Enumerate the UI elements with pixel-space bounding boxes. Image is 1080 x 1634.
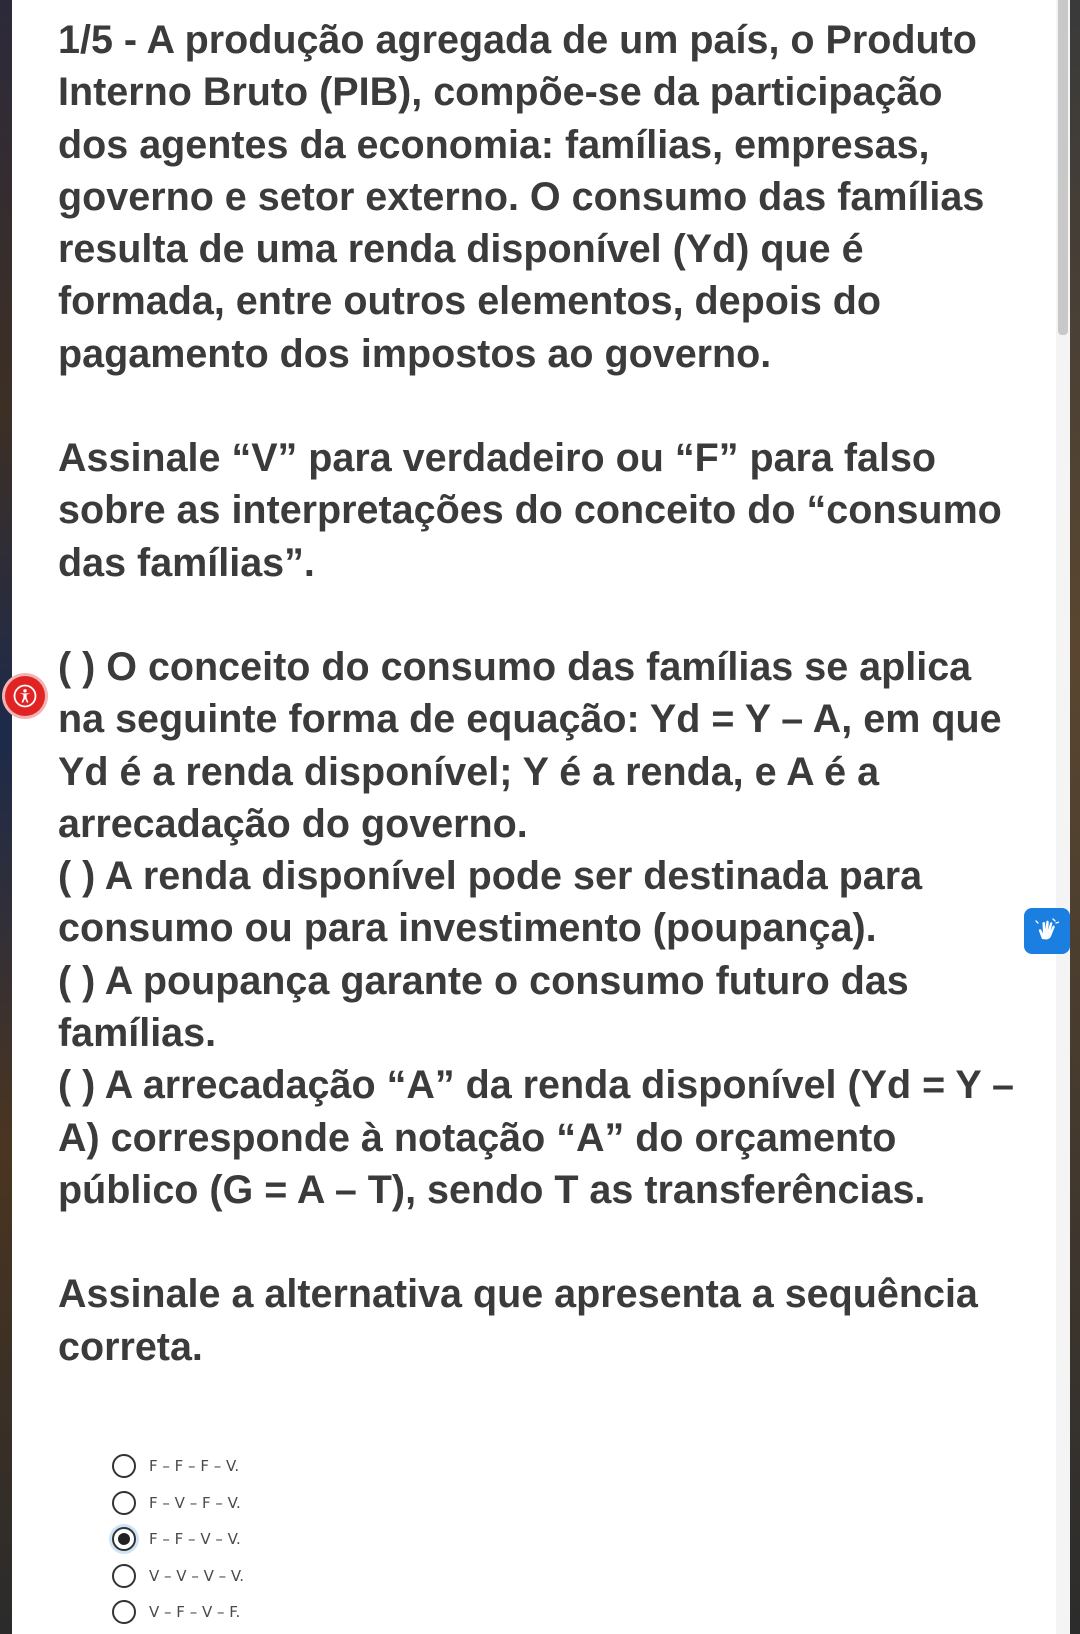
option-2[interactable] bbox=[112, 1485, 244, 1522]
question-content bbox=[58, 14, 1018, 1373]
answer-options bbox=[112, 1448, 244, 1631]
radio-button-2[interactable] bbox=[112, 1491, 136, 1515]
radio-button-5[interactable] bbox=[112, 1600, 136, 1624]
option-1[interactable] bbox=[112, 1448, 244, 1485]
accessibility-figure-icon bbox=[13, 684, 37, 708]
left-background-edge bbox=[0, 0, 12, 1634]
right-background-edge bbox=[1070, 0, 1080, 1634]
accessibility-icon[interactable] bbox=[5, 676, 45, 716]
radio-button-3-selected[interactable] bbox=[112, 1527, 136, 1551]
option-3-label[interactable]: F – F – V – V. bbox=[149, 1530, 241, 1549]
option-3[interactable] bbox=[112, 1521, 244, 1558]
hand-icon bbox=[1033, 917, 1061, 945]
statement-3: ( ) A poupança garante o consumo futuro das famílias. bbox=[58, 958, 909, 1056]
statement-1: ( ) O conceito do consumo das famílias se aplica na seguinte forma de equação: Yd = Y – A, em que Yd é a renda disponível; Y é a renda, e A é a arrecadação do governo. bbox=[58, 644, 1002, 846]
scrollbar-thumb[interactable] bbox=[1058, 0, 1068, 335]
statement-2: ( ) A renda disponível pode ser destinada para consumo ou para investimento (poupança). bbox=[58, 854, 923, 951]
question-prompt: Assinale a alternativa que apresenta a sequência correta. bbox=[58, 1272, 978, 1369]
option-1-label[interactable]: F – F – F – V. bbox=[149, 1457, 240, 1476]
statement-4: ( ) A arrecadação “A” da renda disponível (Yd = Y – A) corresponde à notação “A” do orçamento público (G = A – T), sendo T as transferências. bbox=[58, 1063, 1015, 1212]
question-intro: 1/5 - A produção agregada de um país, o Produto Interno Bruto (PIB), compõe-se da participação dos agentes da economia: famílias, empresas, governo e setor externo. O consumo das famílias resulta de uma renda disponível (Yd) que é formada, entre outros elementos, depois do pagamento dos impostos ao governo. bbox=[58, 18, 985, 376]
option-2-label[interactable]: F – V – F – V. bbox=[149, 1493, 241, 1512]
radio-button-1[interactable] bbox=[112, 1454, 136, 1478]
radio-button-4[interactable] bbox=[112, 1564, 136, 1588]
question-instruction: Assinale “V” para verdadeiro ou “F” para falso sobre as interpretações do conceito do “consumo das famílias”. bbox=[58, 436, 1002, 585]
option-4[interactable] bbox=[112, 1558, 244, 1595]
sign-language-hand-icon[interactable] bbox=[1024, 908, 1070, 954]
option-5[interactable] bbox=[112, 1594, 244, 1631]
option-5-label[interactable]: V – F – V – F. bbox=[149, 1603, 241, 1622]
option-4-label[interactable]: V – V – V – V. bbox=[149, 1566, 244, 1585]
